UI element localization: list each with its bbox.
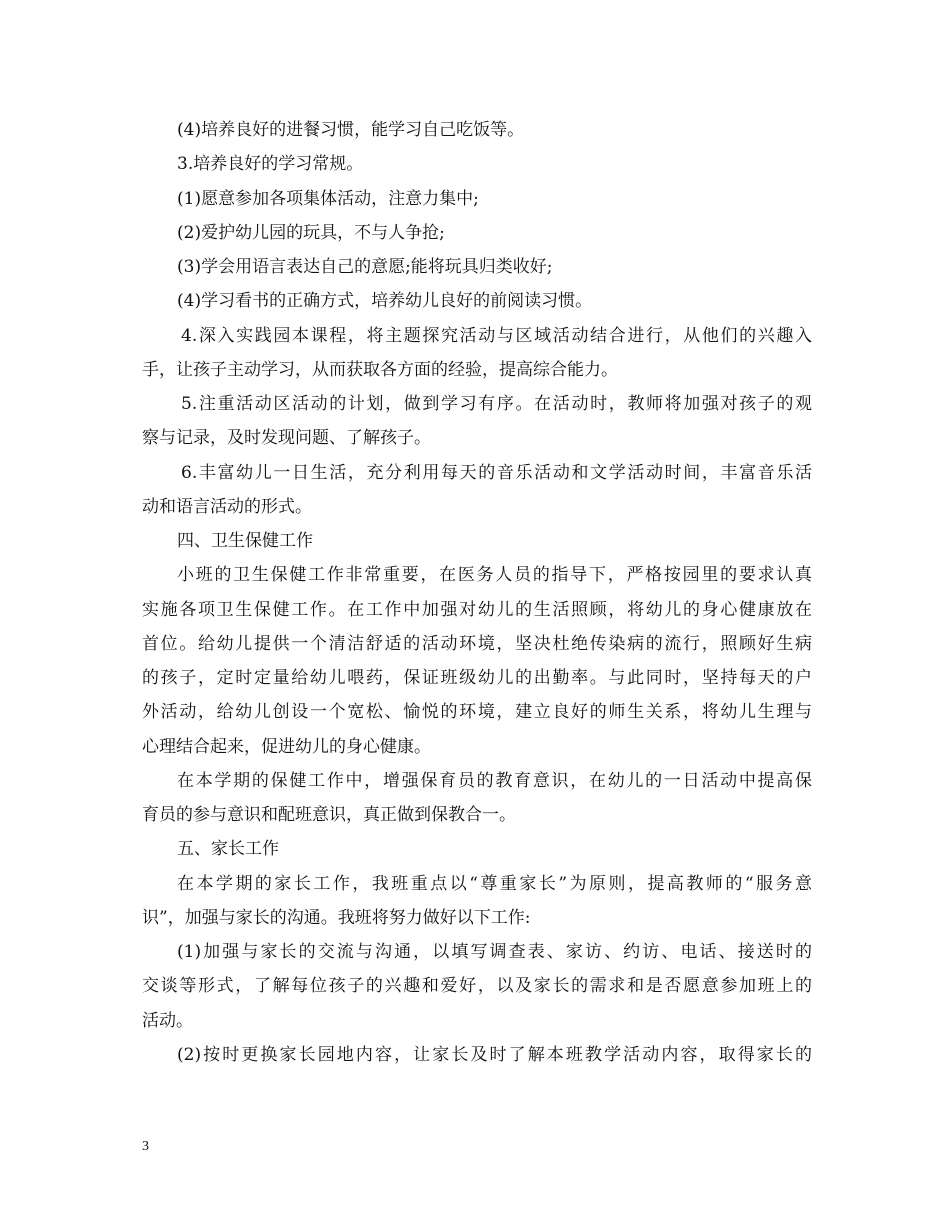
text-line: 5.注重活动区活动的计划，做到学习有序。在活动时，教师将加强对孩子的观 xyxy=(181,394,812,414)
text-line: 6.丰富幼儿一日生活，充分利用每天的音乐活动和文学活动时间，丰富音乐活 xyxy=(181,463,812,483)
text-line: (4)培养良好的进餐习惯，能学习自己吃饭等。 xyxy=(177,120,525,140)
text-line: (2)爱护幼儿园的玩具，不与人争抢; xyxy=(177,223,445,243)
text-line: 外活动，给幼儿创设一个宽松、愉悦的环境，建立良好的师生关系，将幼儿生理与 xyxy=(142,702,812,722)
section-heading: 四、卫生保健工作 xyxy=(177,531,313,551)
text-line: 察与记录，及时发现问题、了解孩子。 xyxy=(142,428,431,448)
text-line: (3)学会用语言表达自己的意愿;能将玩具归类收好; xyxy=(177,257,553,277)
text-line: (4)学习看书的正确方式，培养幼儿良好的前阅读习惯。 xyxy=(177,291,593,311)
section-heading: 五、家长工作 xyxy=(177,839,279,859)
text-line: 实施各项卫生保健工作。在工作中加强对幼儿的生活照顾，将幼儿的身心健康放在 xyxy=(142,600,812,620)
text-line: 识”，加强与家长的沟通。我班将努力做好以下工作: xyxy=(142,908,531,928)
text-line: (2)按时更换家长园地内容，让家长及时了解本班教学活动内容，取得家长的 xyxy=(177,1045,812,1065)
text-line: 心理结合起来，促进幼儿的身心健康。 xyxy=(142,737,431,757)
text-line: 小班的卫生保健工作非常重要，在医务人员的指导下，严格按园里的要求认真 xyxy=(177,565,812,585)
text-line: 在本学期的保健工作中，增强保育员的教育意识，在幼儿的一日活动中提高保 xyxy=(177,771,812,791)
text-line: 4.深入实践园本课程，将主题探究活动与区域活动结合进行，从他们的兴趣入 xyxy=(181,326,812,346)
text-line: 3.培养良好的学习常规。 xyxy=(177,154,364,174)
text-line: 的孩子，定时定量给幼儿喂药，保证班级幼儿的出勤率。与此同时，坚持每天的户 xyxy=(142,668,812,688)
text-line: 活动。 xyxy=(142,1011,193,1031)
page-number: 3 xyxy=(142,1139,149,1154)
text-line: 首位。给幼儿提供一个清洁舒适的活动环境，坚决杜绝传染病的流行，照顾好生病 xyxy=(142,634,812,654)
text-line: 动和语言活动的形式。 xyxy=(142,497,312,517)
text-line: (1)加强与家长的交流与沟通，以填写调查表、家访、约访、电话、接送时的 xyxy=(177,942,812,962)
text-line: 手，让孩子主动学习，从而获取各方面的经验，提高综合能力。 xyxy=(142,360,618,380)
text-line: (1)愿意参加各项集体活动，注意力集中; xyxy=(177,189,479,209)
text-line: 育员的参与意识和配班意识，真正做到保教合一。 xyxy=(142,805,516,825)
text-line: 在本学期的家长工作，我班重点以“尊重家长”为原则，提高教师的“服务意 xyxy=(177,874,812,894)
text-line: 交谈等形式，了解每位孩子的兴趣和爱好，以及家长的需求和是否愿意参加班上的 xyxy=(142,976,812,996)
